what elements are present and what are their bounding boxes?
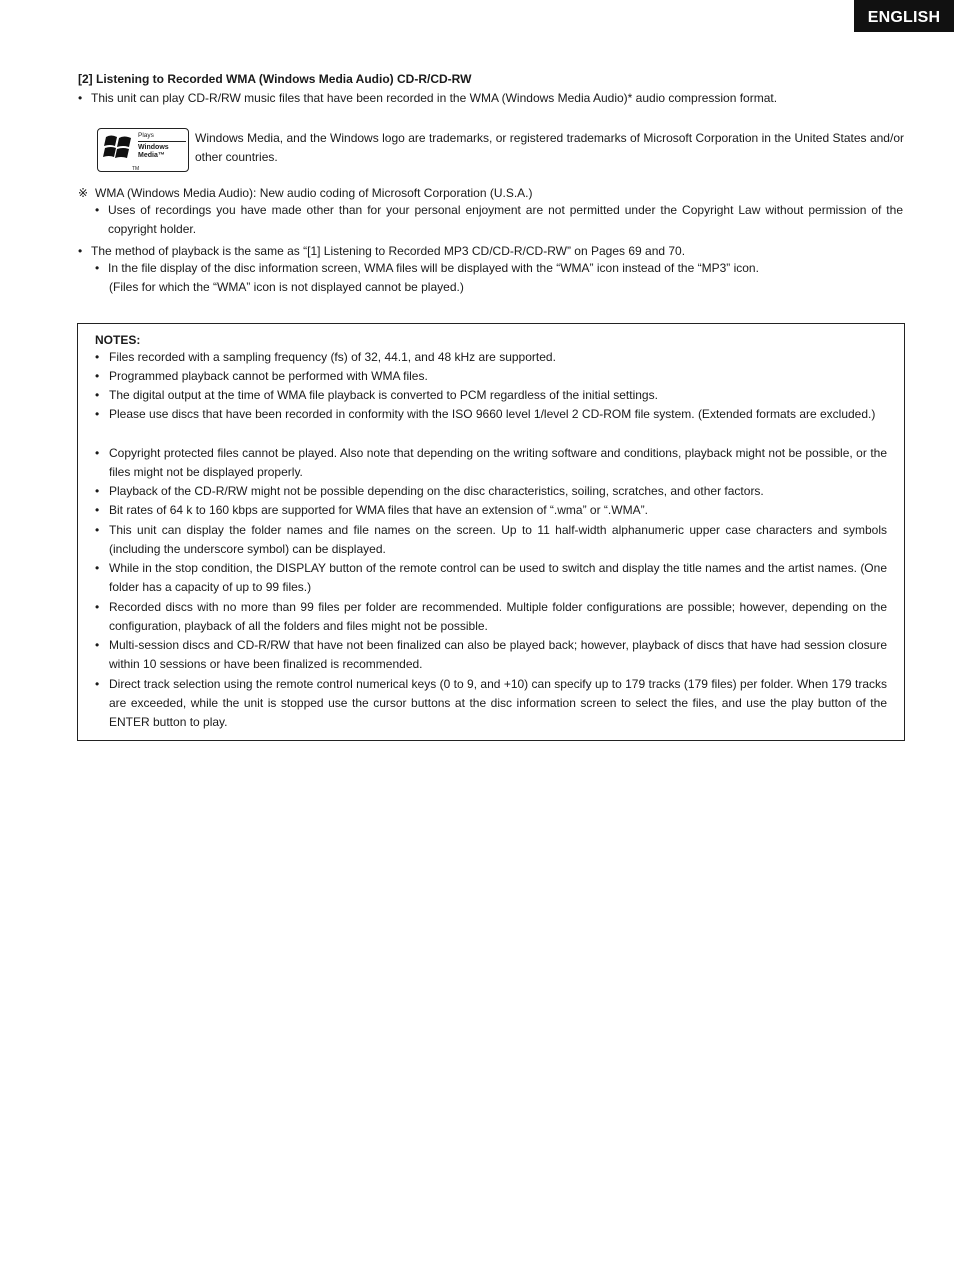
windows-flag-icon bbox=[103, 133, 133, 163]
footnote-text: WMA (Windows Media Audio): New audio coding of Microsoft Corporation (U.S.A.) bbox=[95, 186, 533, 200]
trademark-text: Windows Media, and the Windows logo are trademarks, or registered trademarks of Microsoft Corporation in the United States and/or other countries. bbox=[195, 131, 904, 164]
footnote-sub-bullet bbox=[95, 201, 904, 239]
bullet-icon: • bbox=[95, 600, 100, 614]
bullet-icon: • bbox=[95, 484, 100, 498]
logo-media-label: Media™ bbox=[138, 152, 165, 159]
logo-tm: TM bbox=[132, 166, 140, 172]
bullet-icon: • bbox=[95, 407, 100, 421]
logo-windows-label: Windows bbox=[138, 144, 169, 151]
bullet-icon: • bbox=[95, 203, 100, 217]
bullet-icon: • bbox=[95, 350, 100, 364]
bullet-icon: • bbox=[95, 561, 100, 575]
notes-title: NOTES: bbox=[95, 333, 141, 347]
bullet-icon: • bbox=[95, 503, 100, 517]
bullet-icon: • bbox=[95, 523, 100, 537]
bullet-icon: • bbox=[95, 677, 100, 691]
notes-box: NOTES: • Files recorded with a sampling frequency (fs) of 32, 44.1, and 48 kHz are supported. • Programmed playback cannot be performed with WMA files. • The digital output at the time of WMA file playback is converted to PCM regardless of the initial settings. • Please use discs that have been recorded in conformity with the ISO 9660 level 1/level 2 CD-ROM file system. (Extended formats are excluded.) • Copyright protected files cannot be played. Also note that depending on the writing software and conditions, playback might not be possible, or the files might not be displayed properly. • Playback of the CD-R/RW might not be possible depending on the disc characteristics, soiling, scratches, and other factors. • Bit rates of 64 k to 160 kbps are supported for WMA files that have an extension of “.wma” or “.WMA”. • This unit can display the folder names and file names on the screen. Up to 11 half-width alphanumeric upper case characters and symbols (including the underscore symbol) can be displayed. • While in the stop condition, the DISPLAY button of the remote control can be used to switch and display the title names and the artist names. (One folder has a capacity of up to 99 files.) • Recorded discs with no more than 99 files per folder are recommended. Multiple folder configurations are possible; however, depending on the configuration, playback of all the folders and files might not be possible. • Multi-session discs and CD-R/RW that have not been finalized can also be played back; however, playback of discs that have had session closure within 10 sessions or have been finalized is recommended. • Direct track selection using the remote control numerical keys (0 to 9, and +10) can specify up to 179 tracks (179 files) per folder. When 179 tracks are exceeded, while the unit is stopped use the cursor buttons at the disc information screen to select the files, and use the play button of the ENTER button to play. bbox=[77, 323, 905, 741]
bullet-icon: • bbox=[95, 446, 100, 460]
footnote-sub-text: Uses of recordings you have made other than for your personal enjoyment are not permitted under the Copyright Law without permission of the copyright holder. bbox=[108, 203, 903, 236]
bullet-icon: • bbox=[78, 244, 83, 258]
logo-plays-label: Plays bbox=[138, 132, 186, 142]
playback-sub-note: (Files for which the “WMA” icon is not displayed cannot be played.) bbox=[109, 280, 464, 294]
reference-mark-icon: ※ bbox=[78, 186, 89, 200]
bullet-icon: • bbox=[95, 369, 100, 383]
language-tab: ENGLISH bbox=[854, 0, 954, 32]
playback-sub-text: In the file display of the disc information screen, WMA files will be displayed with the “WMA” icon instead of the “MP3” icon. bbox=[108, 261, 759, 275]
intro-text: This unit can play CD-R/RW music files that have been recorded in the WMA (Windows Media Audio)* audio compression format. bbox=[91, 91, 778, 105]
bullet-icon: • bbox=[95, 388, 100, 402]
section-title: [2] Listening to Recorded WMA (Windows Media Audio) CD-R/CD-RW bbox=[78, 72, 472, 86]
bullet-icon: • bbox=[95, 638, 100, 652]
bullet-icon: • bbox=[78, 91, 83, 105]
bullet-icon: • bbox=[95, 261, 100, 275]
windows-media-logo bbox=[97, 128, 189, 172]
playback-text: The method of playback is the same as “[1] Listening to Recorded MP3 CD/CD-R/CD-RW” on Pages 69 and 70. bbox=[91, 244, 686, 258]
